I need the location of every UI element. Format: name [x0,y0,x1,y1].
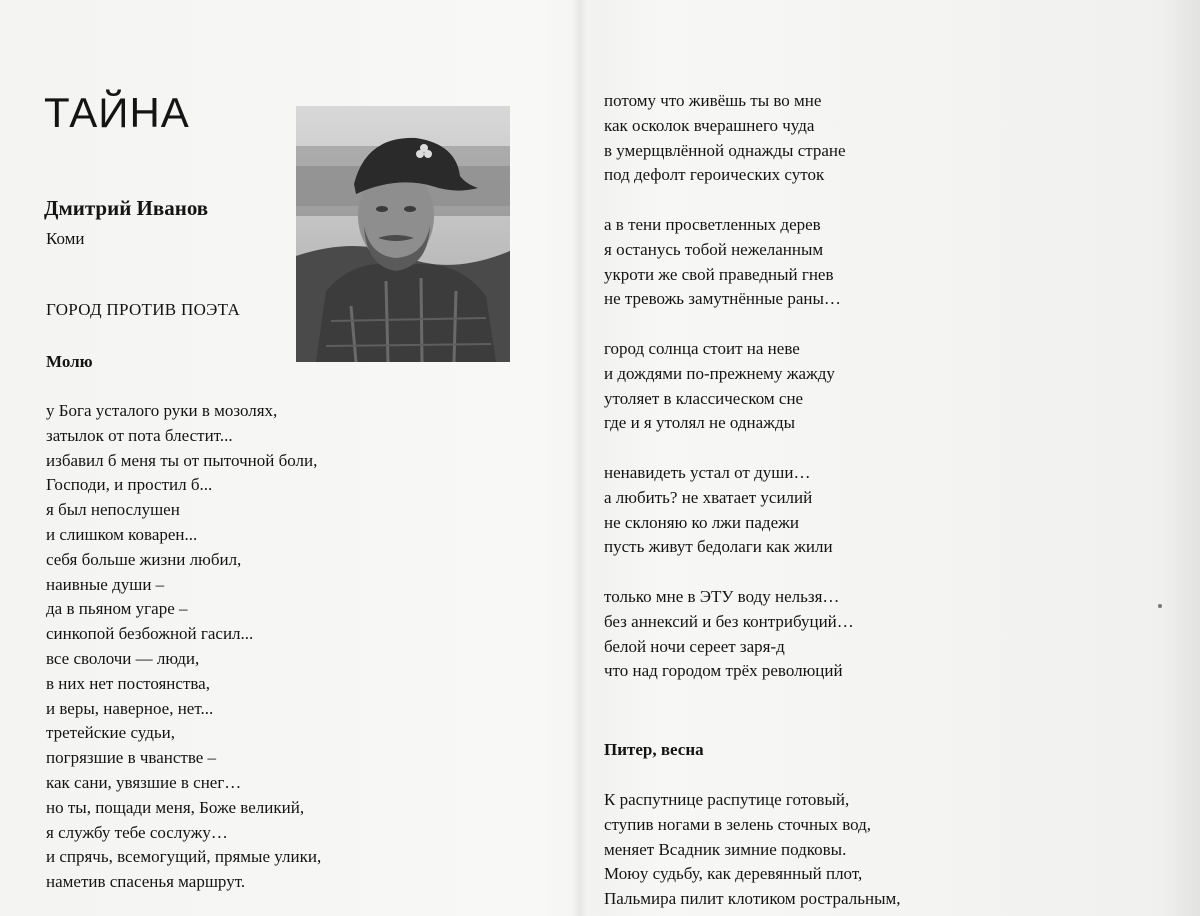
poem-line: третейские судьи, [46,723,175,743]
poem-line: затылок от пота блестит... [46,425,233,445]
stanza-gap [604,436,854,461]
poem-line: но ты, пощади меня, Боже великий, [46,797,305,817]
poem-line: а в тени просветленных дерев [604,214,821,234]
author-portrait-icon [296,106,510,362]
poem-line: как осколок вчерашнего чуда [604,115,815,135]
poem-line: я останусь тобой нежеланным [604,239,824,259]
poem-line: да в пьяном угаре – [46,599,188,619]
poem-line: и слишком коварен... [46,524,198,544]
stanza-gap [604,560,854,585]
book-gutter [572,0,588,916]
poem-line: наивные души – [46,574,165,594]
stanza-gap [604,312,854,337]
poem-line: Моюу судьбу, как деревянный плот, [604,864,863,884]
poem-title-piter-vesna: Питер, весна [604,740,704,759]
poem-line: синкопой безбожной гасил... [46,624,254,644]
poem-continuation-lines [604,89,854,684]
poem-line: город солнца стоит на неве [604,338,800,358]
poem-line: меняет Всадник зимние подковы. [604,839,847,859]
poem-line: и веры, наверное, нет... [46,698,214,718]
poem-line: я был непослушен [46,500,180,520]
poem-line: в умерщвлённой однажды стране [604,140,846,160]
author-photo [296,106,510,362]
poem-line: что над городом трёх революций [604,661,843,681]
poem-line: а любить? не хватает усилий [604,487,813,507]
poem-line: Пальмира пилит клотиком ростральным, [604,889,901,909]
page-speck [1158,604,1162,608]
poem-line: потому что живёшь ты во мне [604,91,822,110]
poem-line: я службу тебе сослужу… [46,822,228,842]
poem-line: себя больше жизни любил, [46,549,242,569]
author-name: Дмитрий Иванов [44,196,209,220]
poem-molyu-lines [46,399,321,895]
poem-line: все сволочи — люди, [46,648,200,668]
poem-line: ненавидеть устал от души… [604,462,811,482]
poem-line: утоляет в классическом сне [604,388,804,408]
poem-line: наметив спасенья маршрут. [46,872,246,892]
poem-line: не тревожь замутнённые раны… [604,289,841,309]
section-title: ТАЙНА [44,89,190,136]
poem-line: под дефолт героических суток [604,165,825,185]
page-edge-shadow [1160,0,1200,916]
poem-line: К распутнице распутице готовый, [604,790,850,809]
poem-line: не склоняю ко лжи падежи [604,512,799,532]
poem-line: белой ночи сереет заря-д [604,636,785,656]
poem-piter-lines [604,788,901,912]
poem-line: в них нет постоянства, [46,673,210,693]
cycle-title: ГОРОД ПРОТИВ ПОЭТА [46,300,241,319]
poem-line: укроти же свой праведный гнев [604,264,834,284]
author-region: Коми [46,229,85,248]
poem-line: как сани, увязшие в снег… [46,772,242,792]
poem-line: Господи, и простил б... [46,475,213,495]
poem-line: погрязшие в чванстве – [46,748,217,768]
poem-line: без аннексий и без контрибуций… [604,611,854,631]
stanza-gap [604,188,854,213]
poem-line: и дождями по-прежнему жажду [604,363,835,383]
poem-line: пусть живут бедолаги как жили [604,537,833,557]
poem-line: у Бога усталого руки в мозолях, [46,401,278,420]
poem-title-molyu: Молю [46,352,93,371]
poem-line: где и я утолял не однажды [604,413,796,433]
poem-line: только мне в ЭТУ воду нельзя… [604,586,840,606]
poem-line: и спрячь, всемогущий, прямые улики, [46,847,322,867]
poem-line: ступив ногами в зелень сточных вод, [604,814,872,834]
poem-line: избавил б меня ты от пыточной боли, [46,450,318,470]
